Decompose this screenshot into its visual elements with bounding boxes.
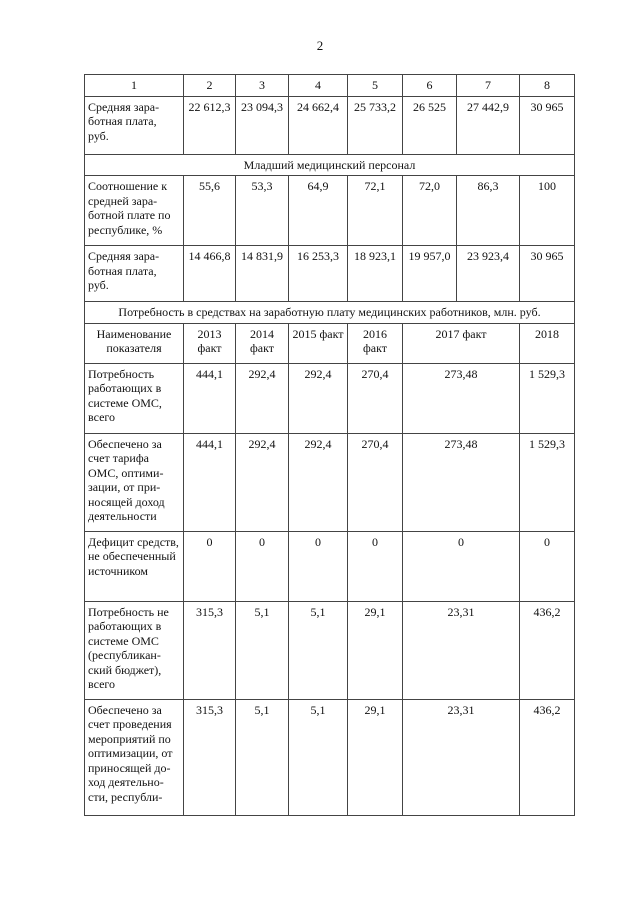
column-number: 3 <box>236 75 289 97</box>
header-year: 2016 факт <box>348 323 403 363</box>
row-label: Обеспечено за счет проведения мероприятий по оптимизации, от приносящей до-ход деятельно-сти, республи- <box>85 699 184 815</box>
table-cell: 100 <box>520 176 575 246</box>
table-cell: 53,3 <box>236 176 289 246</box>
table-row <box>85 699 575 815</box>
header-year: 2013 факт <box>184 323 236 363</box>
column-number: 6 <box>403 75 457 97</box>
table-cell: 72,1 <box>348 176 403 246</box>
section-title-needs: Потребность в средствах на заработную плату медицинских работников, млн. руб. <box>85 302 575 324</box>
table-cell: 23,31 <box>403 699 520 815</box>
table-cell: 292,4 <box>289 433 348 531</box>
row-label: Обеспечено за счет тарифа ОМС, оптими-зации, от при-носящей доход деятельности <box>85 433 184 531</box>
column-number: 8 <box>520 75 575 97</box>
section-title-junior: Младший медицинский персонал <box>85 154 575 176</box>
table-cell: 25 733,2 <box>348 96 403 154</box>
table-cell: 23 923,4 <box>457 246 520 302</box>
column-number: 1 <box>85 75 184 97</box>
page-number: 2 <box>316 38 324 53</box>
table-cell: 273,48 <box>403 433 520 531</box>
header-name: Наименование показателя <box>85 323 184 363</box>
header-year: 2017 факт <box>403 323 520 363</box>
table-cell: 72,0 <box>403 176 457 246</box>
table-cell: 14 466,8 <box>184 246 236 302</box>
table-cell: 27 442,9 <box>457 96 520 154</box>
header-year: 2015 факт <box>289 323 348 363</box>
table-cell: 444,1 <box>184 363 236 433</box>
table-cell: 19 957,0 <box>403 246 457 302</box>
table-cell: 0 <box>236 531 289 601</box>
row-label: Потребность работающих в системе ОМС, всего <box>85 363 184 433</box>
table-cell: 5,1 <box>236 601 289 699</box>
table-cell: 292,4 <box>289 363 348 433</box>
table-cell: 26 525 <box>403 96 457 154</box>
table-cell: 436,2 <box>520 699 575 815</box>
table-cell: 292,4 <box>236 363 289 433</box>
table-cell: 23 094,3 <box>236 96 289 154</box>
section-row <box>85 302 575 324</box>
table-cell: 0 <box>289 531 348 601</box>
needs-header-row <box>85 323 575 363</box>
table-cell: 86,3 <box>457 176 520 246</box>
column-number: 7 <box>457 75 520 97</box>
table-cell: 444,1 <box>184 433 236 531</box>
header-year: 2018 <box>520 323 575 363</box>
table-cell: 1 529,3 <box>520 433 575 531</box>
column-number: 4 <box>289 75 348 97</box>
table-row <box>85 96 575 154</box>
table-cell: 270,4 <box>348 363 403 433</box>
column-number-row <box>85 75 575 97</box>
row-label: Средняя зара-ботная плата, руб. <box>85 96 184 154</box>
table-row <box>85 363 575 433</box>
table-row <box>85 601 575 699</box>
salary-table <box>84 74 575 816</box>
table-cell: 0 <box>403 531 520 601</box>
table-cell: 29,1 <box>348 601 403 699</box>
table-cell: 55,6 <box>184 176 236 246</box>
table-cell: 29,1 <box>348 699 403 815</box>
table-cell: 5,1 <box>236 699 289 815</box>
table-cell: 1 529,3 <box>520 363 575 433</box>
table-cell: 5,1 <box>289 601 348 699</box>
table-row <box>85 246 575 302</box>
table-cell: 14 831,9 <box>236 246 289 302</box>
table-cell: 16 253,3 <box>289 246 348 302</box>
table-cell: 0 <box>348 531 403 601</box>
row-label: Средняя зара-ботная плата, руб. <box>85 246 184 302</box>
table-cell: 24 662,4 <box>289 96 348 154</box>
table-cell: 5,1 <box>289 699 348 815</box>
header-year: 2014 факт <box>236 323 289 363</box>
table-row <box>85 531 575 601</box>
table-cell: 22 612,3 <box>184 96 236 154</box>
table-cell: 64,9 <box>289 176 348 246</box>
table-cell: 30 965 <box>520 96 575 154</box>
table-cell: 273,48 <box>403 363 520 433</box>
table-row <box>85 176 575 246</box>
column-number: 5 <box>348 75 403 97</box>
row-label: Потребность не работающих в системе ОМС (республикан-ский бюджет), всего <box>85 601 184 699</box>
table-cell: 0 <box>520 531 575 601</box>
table-cell: 18 923,1 <box>348 246 403 302</box>
table-cell: 436,2 <box>520 601 575 699</box>
table-cell: 23,31 <box>403 601 520 699</box>
section-row <box>85 154 575 176</box>
table-cell: 315,3 <box>184 699 236 815</box>
table-cell: 315,3 <box>184 601 236 699</box>
table-cell: 292,4 <box>236 433 289 531</box>
table-cell: 30 965 <box>520 246 575 302</box>
table-cell: 0 <box>184 531 236 601</box>
table-row <box>85 433 575 531</box>
column-number: 2 <box>184 75 236 97</box>
table-cell: 270,4 <box>348 433 403 531</box>
row-label: Дефицит средств, не обеспеченный источником <box>85 531 184 601</box>
row-label: Соотношение к средней зара-ботной плате по республике, % <box>85 176 184 246</box>
